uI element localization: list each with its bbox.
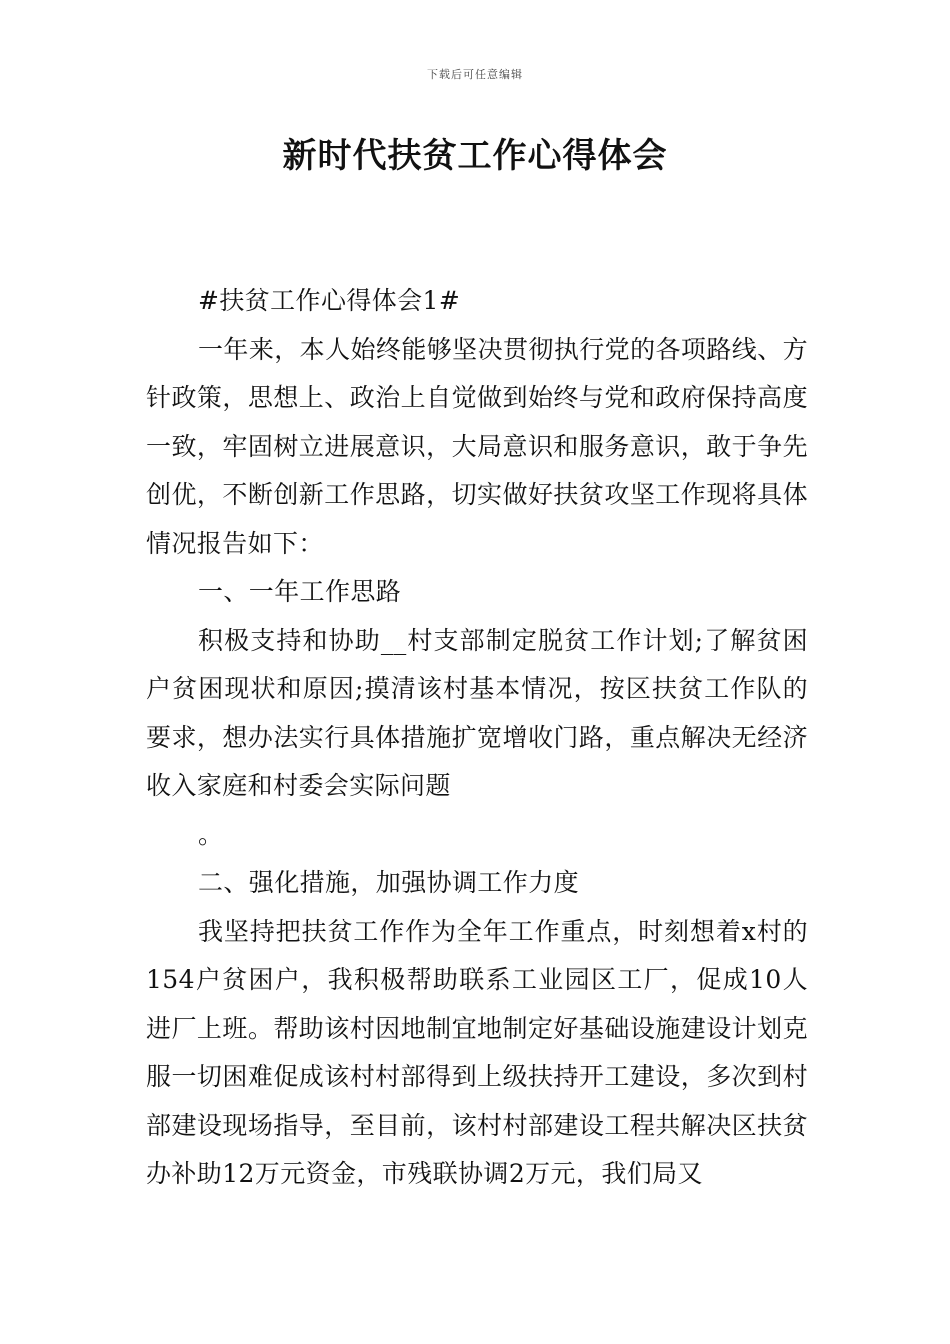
section-heading-1: #扶贫工作心得体会1# (198, 286, 461, 315)
body-paragraph: 我坚持把扶贫工作作为全年工作重点，时刻想着x村的154户贫困户，我积极帮助联系工业园区工厂，促成10人进厂上班。帮助该村因地制宜地制定好基础设施建设计划克服一切困难促成该村村部得到上级扶持开工建设，多次到村部建设现场指导，至目前，该村村部建设工程共解决区扶贫办补助12万元资金，市残联协调2万元，我们局又 (146, 916, 808, 1188)
body-paragraph: 积极支持和协助__村支部制定脱贫工作计划;了解贫困户贫困现状和原因;摸清该村基本情况，按区扶贫工作队的要求，想办法实行具体措施扩宽增收门路，重点解决无经济收入家庭和村委会实际问题 (146, 625, 808, 800)
body-paragraph: 一年来，本人始终能够坚决贯彻执行党的各项路线、方针政策，思想上、政治上自觉做到始终与党和政府保持高度一致，牢固树立进展意识，大局意识和服务意识，敢于争先创优，不断创新工作思路，切实做好扶贫攻坚工作现将具体情况报告如下： (146, 334, 808, 558)
header-note: 下载后可任意编辑 (427, 68, 523, 81)
document-body (146, 277, 808, 1199)
section-heading: 二、强化措施，加强协调工作力度 (198, 868, 580, 897)
body-paragraph: 。 (198, 819, 224, 849)
document-title: 新时代扶贫工作心得体会 (282, 136, 668, 176)
section-heading: 一、一年工作思路 (198, 577, 402, 606)
